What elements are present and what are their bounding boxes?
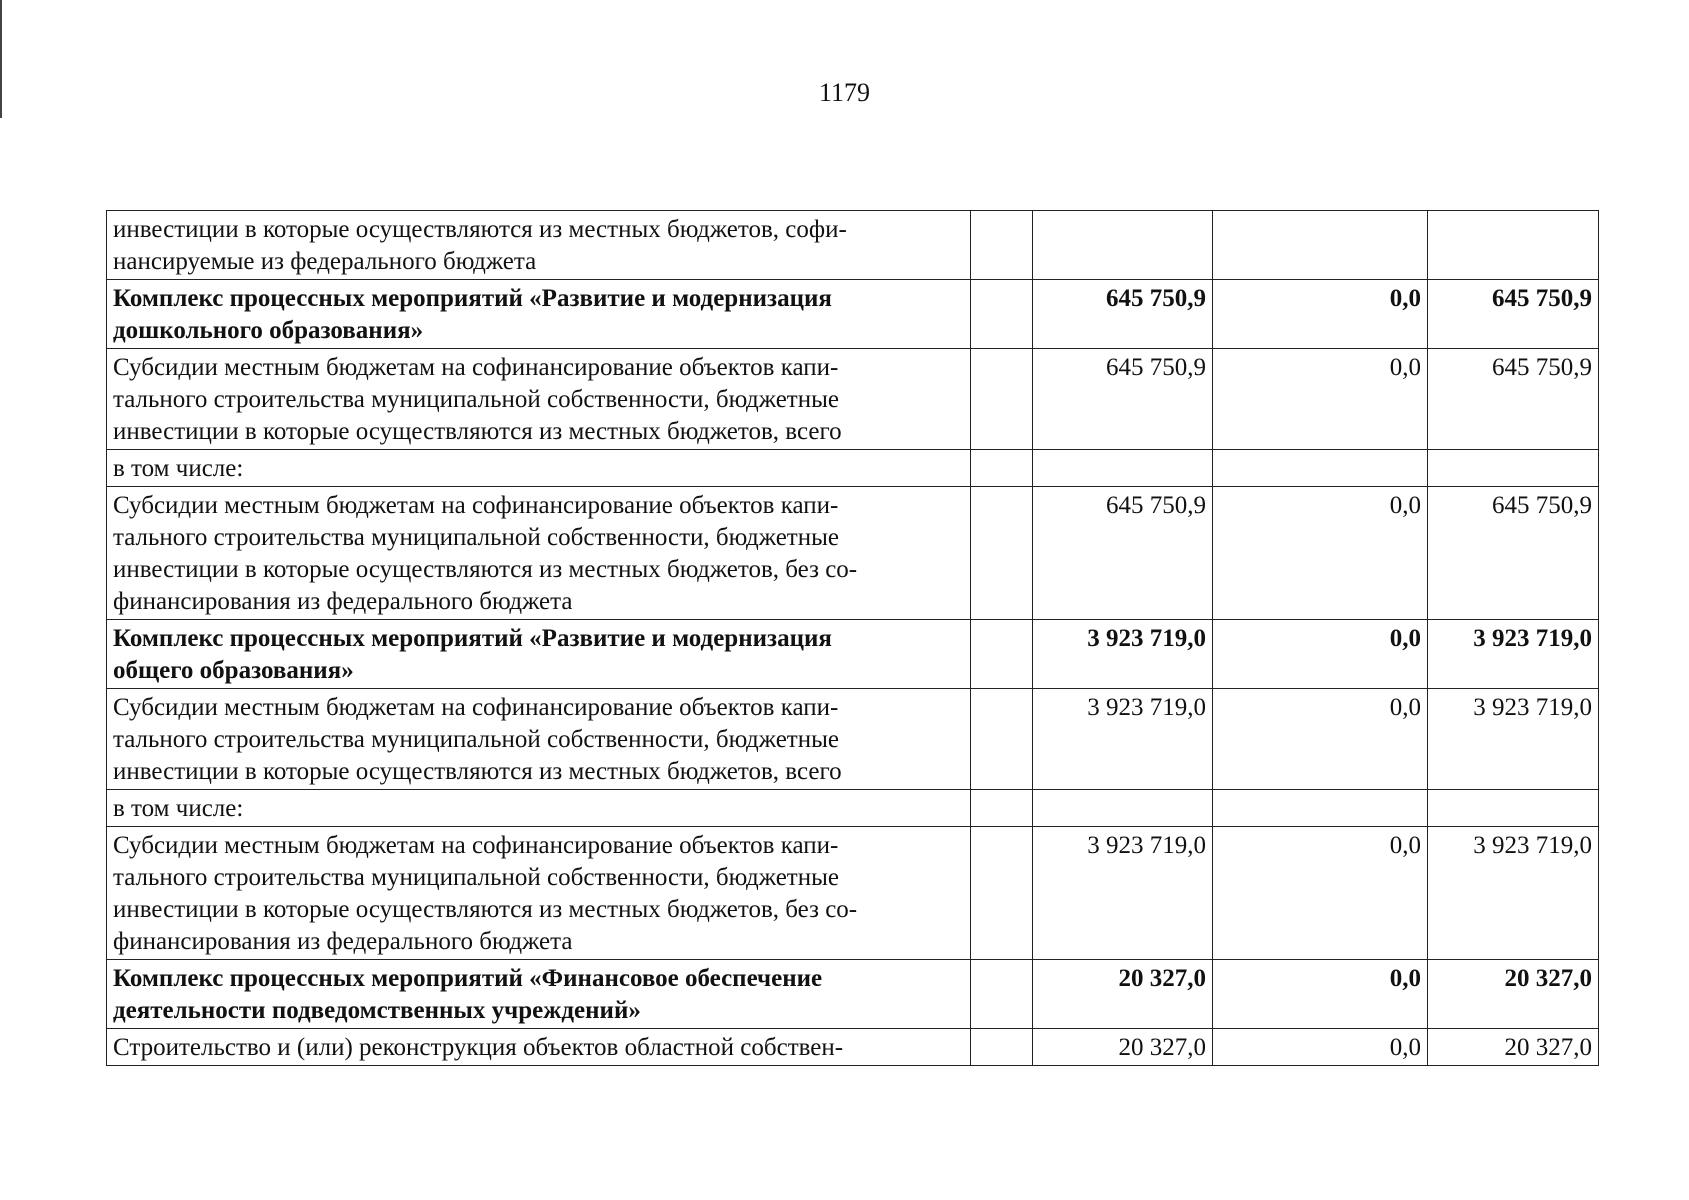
table-row (107, 689, 1599, 790)
table-row (107, 450, 1599, 487)
value-cell-v1 (1033, 211, 1213, 280)
description-line: нансируемые из федерального бюджета (113, 248, 537, 275)
row-description (107, 1029, 971, 1066)
table-row (107, 280, 1599, 349)
row-description (107, 790, 971, 827)
value-cell-v1 (1033, 450, 1213, 487)
value-cell-v3: 3 923 719,0 (1428, 620, 1599, 689)
empty-cell (971, 211, 1033, 280)
value-cell-v2: 0,0 (1213, 280, 1428, 349)
description-line: Комплекс процессных мероприятий «Финансовое обеспечение (113, 965, 823, 992)
value-cell-v2 (1213, 790, 1428, 827)
value-cell-v3: 3 923 719,0 (1428, 827, 1599, 960)
description-line: дошкольного образования» (113, 317, 424, 344)
value-cell-v3: 3 923 719,0 (1428, 689, 1599, 790)
value-cell-v3 (1428, 790, 1599, 827)
empty-cell (971, 620, 1033, 689)
budget-table (106, 210, 1599, 1066)
empty-cell (971, 280, 1033, 349)
row-description (107, 450, 971, 487)
description-line: в том числе: (113, 455, 244, 482)
empty-cell (971, 1029, 1033, 1066)
row-description (107, 827, 971, 960)
description-line: Субсидии местным бюджетам на софинансирование объектов капи- (113, 354, 839, 381)
value-cell-v2: 0,0 (1213, 827, 1428, 960)
value-cell-v2 (1213, 450, 1428, 487)
description-line: инвестиции в которые осуществляются из местных бюджетов, всего (113, 418, 842, 445)
description-line: Субсидии местным бюджетам на софинансирование объектов капи- (113, 492, 839, 519)
row-description (107, 487, 971, 620)
description-line: финансирования из федерального бюджета (113, 588, 573, 615)
value-cell-v2 (1213, 211, 1428, 280)
description-line: тального строительства муниципальной собственности, бюджетные (113, 386, 840, 413)
value-cell-v1: 645 750,9 (1033, 487, 1213, 620)
description-line: Субсидии местным бюджетам на софинансирование объектов капи- (113, 694, 839, 721)
value-cell-v1: 20 327,0 (1033, 1029, 1213, 1066)
empty-cell (971, 790, 1033, 827)
table-row (107, 349, 1599, 450)
description-line: Субсидии местным бюджетам на софинансирование объектов капи- (113, 832, 839, 859)
value-cell-v3: 20 327,0 (1428, 1029, 1599, 1066)
empty-cell (971, 349, 1033, 450)
description-line: Комплекс процессных мероприятий «Развитие и модернизация (113, 625, 832, 652)
description-line: инвестиции в которые осуществляются из местных бюджетов, без со- (113, 896, 858, 923)
description-line: тального строительства муниципальной собственности, бюджетные (113, 524, 840, 551)
value-cell-v2: 0,0 (1213, 620, 1428, 689)
value-cell-v3 (1428, 211, 1599, 280)
table-row (107, 827, 1599, 960)
description-line: Строительство и (или) реконструкция объектов областной собствен- (113, 1034, 844, 1061)
description-line: Комплекс процессных мероприятий «Развитие и модернизация (113, 285, 832, 312)
value-cell-v1: 3 923 719,0 (1033, 620, 1213, 689)
description-line: тального строительства муниципальной собственности, бюджетные (113, 726, 840, 753)
value-cell-v3: 645 750,9 (1428, 487, 1599, 620)
row-description (107, 689, 971, 790)
empty-cell (971, 450, 1033, 487)
value-cell-v1: 20 327,0 (1033, 960, 1213, 1029)
value-cell-v2: 0,0 (1213, 487, 1428, 620)
value-cell-v2: 0,0 (1213, 349, 1428, 450)
empty-cell (971, 827, 1033, 960)
empty-cell (971, 689, 1033, 790)
value-cell-v1 (1033, 790, 1213, 827)
description-line: инвестиции в которые осуществляются из местных бюджетов, софи- (113, 216, 847, 243)
value-cell-v2: 0,0 (1213, 960, 1428, 1029)
table-row (107, 211, 1599, 280)
description-line: тального строительства муниципальной собственности, бюджетные (113, 864, 840, 891)
description-line: инвестиции в которые осуществляются из местных бюджетов, без со- (113, 556, 858, 583)
value-cell-v3 (1428, 450, 1599, 487)
table-row (107, 790, 1599, 827)
empty-cell (971, 487, 1033, 620)
value-cell-v1: 645 750,9 (1033, 280, 1213, 349)
description-line: инвестиции в которые осуществляются из местных бюджетов, всего (113, 758, 842, 785)
value-cell-v1: 3 923 719,0 (1033, 689, 1213, 790)
description-line: в том числе: (113, 795, 244, 822)
row-description (107, 960, 971, 1029)
budget-table-body (107, 211, 1599, 1066)
value-cell-v3: 645 750,9 (1428, 280, 1599, 349)
row-description (107, 211, 971, 280)
empty-cell (971, 960, 1033, 1029)
table-row (107, 1029, 1599, 1066)
value-cell-v3: 20 327,0 (1428, 960, 1599, 1029)
value-cell-v2: 0,0 (1213, 689, 1428, 790)
value-cell-v3: 645 750,9 (1428, 349, 1599, 450)
table-row (107, 487, 1599, 620)
description-line: общего образования» (113, 657, 354, 684)
description-line: деятельности подведомственных учреждений» (113, 997, 641, 1024)
table-row (107, 960, 1599, 1029)
value-cell-v1: 645 750,9 (1033, 349, 1213, 450)
row-description (107, 280, 971, 349)
table-row (107, 620, 1599, 689)
row-description (107, 349, 971, 450)
description-line: финансирования из федерального бюджета (113, 928, 573, 955)
page-number: 1179 (818, 78, 871, 107)
row-description (107, 620, 971, 689)
value-cell-v2: 0,0 (1213, 1029, 1428, 1066)
value-cell-v1: 3 923 719,0 (1033, 827, 1213, 960)
